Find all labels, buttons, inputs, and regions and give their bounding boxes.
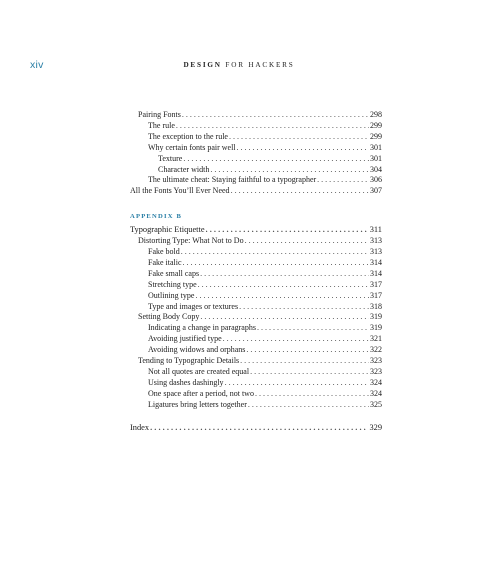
toc-entry-title: The ultimate cheat: Staying faithful to a typographer (148, 175, 317, 185)
toc-entry-page: 301 (370, 142, 382, 152)
dot-leader (182, 110, 369, 121)
toc-entry-page: 325 (370, 399, 382, 409)
toc-entry-title: Distorting Type: What Not to Do (138, 236, 244, 246)
toc-entry[interactable] (130, 312, 382, 323)
dot-leader (223, 334, 369, 345)
toc-entry[interactable] (130, 236, 382, 247)
table-of-contents (130, 110, 382, 433)
toc-entry[interactable] (130, 165, 382, 176)
toc-entry-title: Avoiding justified type (148, 334, 222, 344)
toc-entry[interactable] (130, 175, 382, 186)
dot-leader (229, 132, 369, 143)
toc-entry-title: Using dashes dashingly (148, 377, 224, 387)
toc-entry-page: 313 (370, 236, 382, 246)
toc-entry[interactable] (130, 302, 382, 313)
toc-entry-title: Avoiding widows and orphans (148, 345, 246, 355)
dot-leader (239, 302, 369, 313)
running-head (0, 61, 478, 69)
toc-entry-page: 299 (370, 120, 382, 130)
dot-leader (231, 186, 369, 197)
toc-entry[interactable] (130, 247, 382, 258)
dot-leader (206, 225, 369, 236)
toc-entry-page: 314 (370, 268, 382, 278)
toc-entry-page: 298 (370, 110, 382, 119)
running-head-rest: FOR HACKERS (225, 61, 295, 69)
dot-leader (240, 356, 369, 367)
toc-entry-title: Not all quotes are created equal (148, 366, 250, 376)
dot-leader (176, 121, 369, 132)
toc-entry[interactable] (130, 400, 382, 411)
toc-entry[interactable] (130, 258, 382, 269)
dot-leader (200, 312, 369, 323)
toc-entry-title: The rule (148, 120, 175, 130)
toc-entry-page: 311 (369, 225, 382, 235)
toc-entry-page: 324 (370, 377, 382, 387)
toc-entry[interactable] (130, 280, 382, 291)
toc-entry-title: One space after a period, not two (148, 388, 254, 398)
toc-entry[interactable] (130, 323, 382, 334)
toc-entry-page: 329 (369, 422, 382, 432)
toc-entry-title: Index (130, 422, 150, 432)
dot-leader (198, 280, 369, 291)
toc-entry-page: 319 (370, 323, 382, 333)
dot-leader (150, 423, 368, 434)
toc-entry[interactable] (130, 345, 382, 356)
toc-entry-index[interactable] (130, 423, 382, 434)
appendix-label: APPENDIX B (130, 213, 183, 221)
dot-leader (257, 323, 369, 334)
toc-entry-page: 307 (370, 186, 382, 196)
toc-entry-title: Tending to Typographic Details (138, 356, 240, 366)
toc-entry[interactable] (130, 356, 382, 367)
toc-entry-title: All the Fonts You’ll Ever Need (130, 186, 230, 196)
toc-entry-page: 314 (370, 257, 382, 267)
dot-leader (250, 367, 369, 378)
toc-entry-page: 317 (370, 279, 382, 289)
toc-entry[interactable] (130, 269, 382, 280)
dot-leader (225, 378, 369, 389)
dot-leader (237, 143, 369, 154)
toc-entry[interactable] (130, 291, 382, 302)
toc-entry-page: 324 (370, 388, 382, 398)
toc-entry-page: 313 (370, 246, 382, 256)
toc-entry-page: 323 (370, 366, 382, 376)
dot-leader (246, 345, 369, 356)
toc-entry[interactable] (130, 334, 382, 345)
dot-leader (181, 247, 369, 258)
toc-entry[interactable] (130, 121, 382, 132)
toc-entry[interactable] (130, 110, 382, 121)
toc-entry-title: Type and images or textures (148, 301, 239, 311)
toc-entry-page: 317 (370, 290, 382, 300)
toc-entry[interactable] (130, 186, 382, 197)
running-head-design: DESIGN (183, 61, 222, 69)
toc-entry-title: Fake italic (148, 257, 182, 267)
toc-section-appendix-b (130, 225, 382, 410)
dot-leader (255, 389, 369, 400)
page-number: xiv (30, 59, 44, 71)
toc-entry[interactable] (130, 367, 382, 378)
toc-entry-title: Texture (158, 153, 183, 163)
dot-leader (210, 165, 369, 176)
toc-entry-title: Character width (158, 164, 210, 174)
toc-entry-title: Fake bold (148, 246, 180, 256)
toc-entry[interactable] (130, 143, 382, 154)
toc-entry-page: 322 (370, 345, 382, 355)
dot-leader (248, 400, 369, 411)
toc-entry-title: Outlining type (148, 290, 195, 300)
dot-leader (245, 236, 369, 247)
toc-entry-page: 321 (370, 334, 382, 344)
toc-entry-title: Fake small caps (148, 268, 200, 278)
toc-entry-page: 323 (370, 356, 382, 366)
toc-entry[interactable] (130, 389, 382, 400)
dot-leader (183, 258, 369, 269)
toc-entry-title: Typographic Etiquette (130, 225, 205, 235)
dot-leader (317, 175, 369, 186)
toc-entry-title: Pairing Fonts (138, 110, 181, 119)
toc-entry-title: Indicating a change in paragraphs (148, 323, 256, 333)
toc-entry[interactable] (130, 378, 382, 389)
toc-entry-title: Why certain fonts pair well (148, 142, 236, 152)
dot-leader (200, 269, 369, 280)
toc-entry[interactable] (130, 154, 382, 165)
toc-entry-page: 304 (370, 164, 382, 174)
toc-entry-title: Setting Body Copy (138, 312, 200, 322)
toc-entry-page: 299 (370, 131, 382, 141)
toc-entry[interactable] (130, 225, 382, 236)
dot-leader (195, 291, 369, 302)
toc-entry-page: 306 (370, 175, 382, 185)
toc-entry-title: The exception to the rule (148, 131, 228, 141)
toc-entry[interactable] (130, 132, 382, 143)
dot-leader (183, 154, 369, 165)
toc-section-fonts (130, 110, 382, 197)
toc-entry-title: Ligatures bring letters together (148, 399, 247, 409)
toc-entry-title: Stretching type (148, 279, 197, 289)
toc-entry-page: 319 (370, 312, 382, 322)
toc-entry-page: 301 (370, 153, 382, 163)
toc-entry-page: 318 (370, 301, 382, 311)
